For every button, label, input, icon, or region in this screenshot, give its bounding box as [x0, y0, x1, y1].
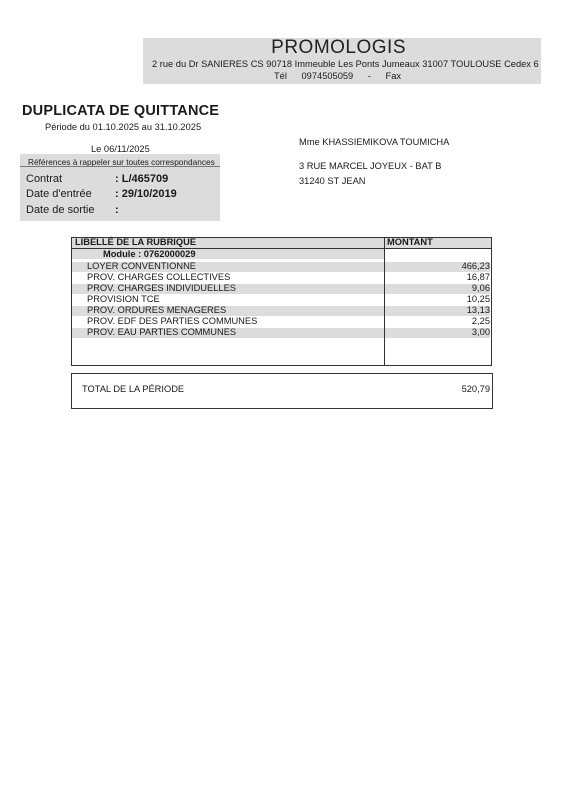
contact-separator: -	[367, 71, 371, 81]
table-column-divider	[384, 238, 385, 365]
table-row-amount: 10,25	[466, 294, 490, 304]
total-amount: 520,79	[461, 384, 490, 394]
references-divider	[20, 166, 220, 167]
exit-date-value: :	[115, 204, 119, 216]
phone-label: Tél	[274, 71, 287, 81]
table-row-label: PROV. CHARGES INDIVIDUELLES	[87, 283, 236, 293]
table-row-amount: 13,13	[466, 305, 490, 315]
tenant-street: 3 RUE MARCEL JOYEUX - BAT B	[299, 161, 442, 171]
entry-date-label: Date d'entrée	[26, 188, 92, 200]
exit-date-label: Date de sortie	[26, 204, 95, 216]
company-address: 2 rue du Dr SANIERES CS 90718 Immeuble Les Ponts Jumeaux 31007 TOULOUSE Cedex 6	[152, 59, 539, 69]
document-title: DUPLICATA DE QUITTANCE	[22, 103, 220, 119]
table-row-label: PROV. EAU PARTIES COMMUNES	[87, 327, 237, 337]
tenant-name: Mme KHASSIEMIKOVA TOUMICHA	[299, 137, 450, 147]
period-line: Période du 01.10.2025 au 31.10.2025	[45, 122, 202, 132]
table-row-label: PROVISION TCE	[87, 294, 160, 304]
references-note: Références à rappeler sur toutes correspondances	[28, 157, 215, 167]
column-header-amount: MONTANT	[387, 237, 433, 247]
table-row-amount: 9,06	[471, 283, 490, 293]
total-label: TOTAL DE LA PÉRIODE	[82, 384, 185, 394]
table-row-label: PROV. CHARGES COLLECTIVES	[87, 272, 231, 282]
table-row-label: PROV. EDF DES PARTIES COMMUNES	[87, 316, 258, 326]
contract-value: : L/465709	[115, 173, 169, 185]
table-row-label: LOYER CONVENTIONNE	[87, 261, 196, 271]
company-name: PROMOLOGIS	[271, 37, 406, 58]
tenant-city: 31240 ST JEAN	[299, 176, 366, 186]
column-header-label: LIBELLÉ DE LA RUBRIQUE	[75, 237, 197, 247]
table-row-amount: 2,25	[471, 316, 490, 326]
phone-number: 0974505059	[301, 71, 354, 81]
table-row-amount: 3,00	[471, 327, 490, 337]
issue-date: Le 06/11/2025	[91, 144, 150, 154]
contact-line	[274, 71, 413, 81]
entry-date-value: : 29/10/2019	[115, 188, 177, 200]
table-row-amount: 16,87	[466, 272, 490, 282]
module-line: Module : 0762000029	[103, 249, 196, 259]
contract-label: Contrat	[26, 173, 63, 185]
table-row-label: PROV. ORDURES MENAGERES	[87, 305, 227, 315]
table-row-amount: 466,23	[461, 261, 490, 271]
fax-label: Fax	[385, 71, 402, 81]
